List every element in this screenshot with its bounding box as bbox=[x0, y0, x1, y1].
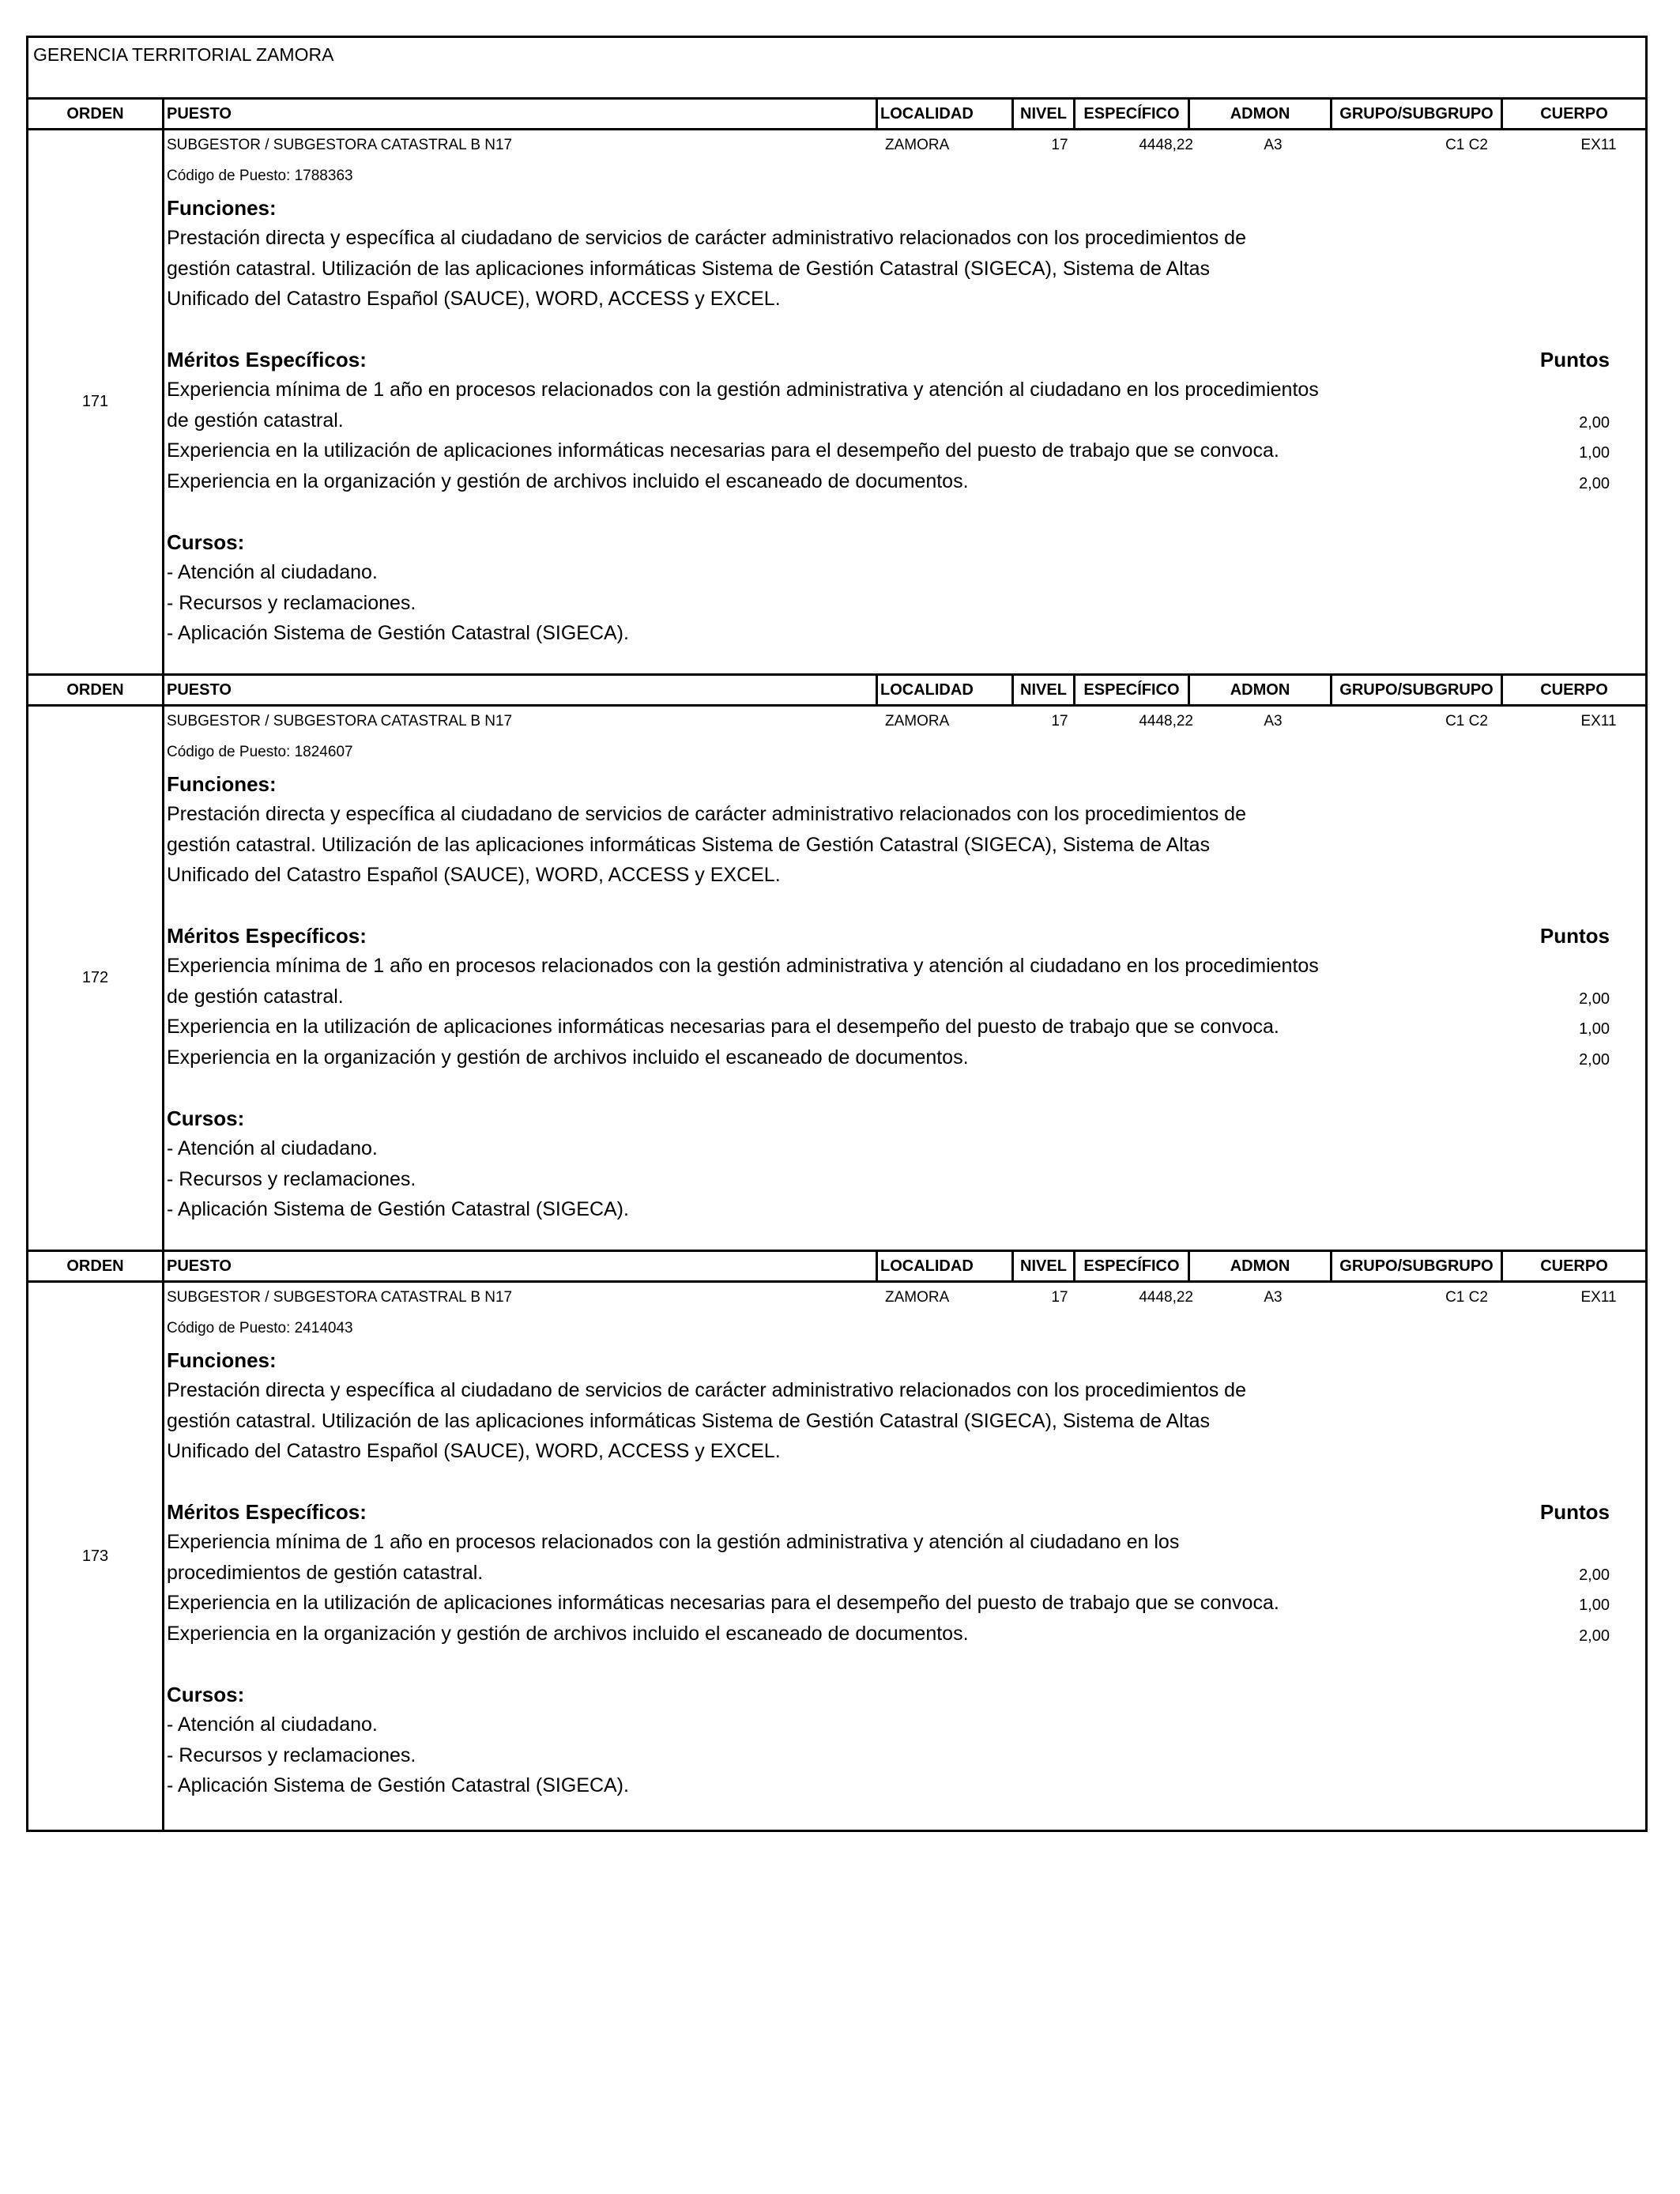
funciones-line: Prestación directa y específica al ciudadano de servicios de carácter administrativo relacionados con los procedimientos de bbox=[167, 227, 1246, 249]
field-localidad: ZAMORA bbox=[885, 1289, 950, 1306]
meritos-section bbox=[167, 1497, 1641, 1649]
merito-text: Experiencia en la utilización de aplicaciones informáticas necesarias para el desempeño del puesto de trabajo que se convoca. bbox=[167, 1016, 1279, 1038]
orden-number: 172 bbox=[28, 707, 164, 1250]
merito-row bbox=[167, 951, 1641, 982]
merito-text: Experiencia en la utilización de aplicaciones informáticas necesarias para el desempeño del puesto de trabajo que se convoca. bbox=[167, 1592, 1279, 1614]
field-admon: A3 bbox=[1264, 1289, 1283, 1306]
meritos-header bbox=[167, 921, 1641, 951]
funciones-section bbox=[167, 193, 1246, 315]
table-header-row bbox=[28, 676, 1645, 707]
table-header-row bbox=[28, 1252, 1645, 1283]
curso-item: - Recursos y reclamaciones. bbox=[167, 1744, 416, 1766]
meritos-label: Méritos Específicos: bbox=[167, 924, 367, 948]
funciones-line: Prestación directa y específica al ciudadano de servicios de carácter administrativo relacionados con los procedimientos de bbox=[167, 1379, 1246, 1401]
record-data-row bbox=[164, 1289, 1645, 1310]
field-cuerpo: EX11 bbox=[1580, 1289, 1617, 1306]
job-code: Código de Puesto: 2414043 bbox=[167, 1320, 353, 1336]
merito-points: 2,00 bbox=[1579, 990, 1610, 1008]
meritos-header bbox=[167, 1497, 1641, 1527]
field-especifico: 4448,22 bbox=[1139, 137, 1193, 153]
header-cuerpo: CUERPO bbox=[1540, 1257, 1608, 1275]
curso-item: - Recursos y reclamaciones. bbox=[167, 591, 416, 614]
header-grupo: GRUPO/SUBGRUPO bbox=[1332, 676, 1503, 704]
header-cuerpo: CUERPO bbox=[1540, 680, 1608, 699]
merito-row bbox=[167, 1588, 1641, 1619]
field-puesto: SUBGESTOR / SUBGESTORA CATASTRAL B N17 bbox=[167, 713, 513, 729]
cursos-label: Cursos: bbox=[167, 1106, 245, 1130]
merito-points: 2,00 bbox=[1579, 1050, 1610, 1069]
field-admon: A3 bbox=[1264, 137, 1283, 153]
header-orden: ORDEN bbox=[28, 100, 164, 128]
puntos-label: Puntos bbox=[1539, 924, 1610, 948]
merito-row bbox=[167, 982, 1641, 1012]
funciones-line: gestión catastral. Utilización de las aplicaciones informáticas Sistema de Gestión Catastral (SIGECA), Sistema de Altas bbox=[167, 833, 1211, 856]
record-body bbox=[164, 707, 1645, 1250]
header-especifico: ESPECÍFICO bbox=[1075, 1252, 1190, 1280]
cursos-label: Cursos: bbox=[167, 530, 245, 554]
field-especifico: 4448,22 bbox=[1139, 713, 1193, 729]
merito-text: Experiencia mínima de 1 año en procesos relacionados con la gestión administrativa y atención al ciudadano en los procedimientos bbox=[167, 379, 1319, 401]
header-orden: ORDEN bbox=[28, 676, 164, 704]
job-code: Código de Puesto: 1824607 bbox=[167, 744, 353, 760]
merito-row bbox=[167, 1527, 1641, 1558]
field-grupo: C1 C2 bbox=[1445, 713, 1488, 729]
header-puesto: PUESTO bbox=[164, 1252, 878, 1280]
funciones-section bbox=[167, 1345, 1246, 1467]
table-row bbox=[28, 130, 1645, 676]
page-title: GERENCIA TERRITORIAL ZAMORA bbox=[28, 38, 1645, 100]
merito-text: de gestión catastral. bbox=[167, 985, 344, 1008]
header-admon: ADMON bbox=[1190, 100, 1332, 128]
merito-text: Experiencia en la organización y gestión de archivos incluido el escaneado de documentos. bbox=[167, 469, 969, 492]
header-localidad: LOCALIDAD bbox=[878, 1252, 1014, 1280]
field-localidad: ZAMORA bbox=[885, 137, 950, 153]
header-nivel: NIVEL bbox=[1014, 100, 1075, 128]
merito-points: 1,00 bbox=[1579, 1020, 1610, 1038]
merito-text: de gestión catastral. bbox=[167, 409, 344, 432]
merito-row bbox=[167, 1619, 1641, 1649]
header-grupo: GRUPO/SUBGRUPO bbox=[1332, 100, 1503, 128]
header-nivel: NIVEL bbox=[1014, 1252, 1075, 1280]
records-container bbox=[28, 100, 1645, 1830]
field-nivel: 17 bbox=[1051, 713, 1068, 729]
meritos-header bbox=[167, 345, 1641, 375]
cursos-section bbox=[167, 1103, 629, 1225]
merito-row bbox=[167, 1012, 1641, 1042]
table-row bbox=[28, 1283, 1645, 1830]
header-puesto: PUESTO bbox=[164, 100, 878, 128]
orden-number: 173 bbox=[28, 1283, 164, 1830]
curso-item: - Aplicación Sistema de Gestión Catastral (SIGECA). bbox=[167, 1198, 629, 1220]
header-admon: ADMON bbox=[1190, 676, 1332, 704]
header-cuerpo: CUERPO bbox=[1540, 104, 1608, 123]
field-admon: A3 bbox=[1264, 713, 1283, 729]
record-data-row bbox=[164, 713, 1645, 733]
header-especifico: ESPECÍFICO bbox=[1075, 100, 1190, 128]
curso-item: - Atención al ciudadano. bbox=[167, 561, 378, 583]
job-listing-sheet bbox=[26, 36, 1648, 1832]
merito-row bbox=[167, 1558, 1641, 1589]
merito-text: procedimientos de gestión catastral. bbox=[167, 1561, 484, 1584]
record-data-row bbox=[164, 137, 1645, 157]
cursos-section bbox=[167, 1679, 629, 1801]
header-localidad: LOCALIDAD bbox=[878, 676, 1014, 704]
funciones-label: Funciones: bbox=[167, 196, 277, 220]
curso-item: - Atención al ciudadano. bbox=[167, 1137, 378, 1159]
header-nivel: NIVEL bbox=[1014, 676, 1075, 704]
record-body bbox=[164, 1283, 1645, 1830]
merito-points: 2,00 bbox=[1579, 474, 1610, 492]
curso-item: - Aplicación Sistema de Gestión Catastral (SIGECA). bbox=[167, 1774, 629, 1796]
curso-item: - Atención al ciudadano. bbox=[167, 1713, 378, 1736]
header-orden: ORDEN bbox=[28, 1252, 164, 1280]
merito-row bbox=[167, 466, 1641, 497]
header-admon: ADMON bbox=[1190, 1252, 1332, 1280]
field-nivel: 17 bbox=[1051, 137, 1068, 153]
funciones-line: Prestación directa y específica al ciudadano de servicios de carácter administrativo relacionados con los procedimientos de bbox=[167, 803, 1246, 825]
funciones-label: Funciones: bbox=[167, 772, 277, 796]
merito-text: Experiencia en la utilización de aplicaciones informáticas necesarias para el desempeño del puesto de trabajo que se convoca. bbox=[167, 439, 1279, 462]
table-row bbox=[28, 707, 1645, 1252]
field-cuerpo: EX11 bbox=[1580, 137, 1617, 153]
meritos-label: Méritos Específicos: bbox=[167, 348, 367, 371]
field-localidad: ZAMORA bbox=[885, 713, 950, 729]
field-puesto: SUBGESTOR / SUBGESTORA CATASTRAL B N17 bbox=[167, 137, 513, 153]
merito-points: 1,00 bbox=[1579, 1596, 1610, 1614]
meritos-section bbox=[167, 345, 1641, 496]
field-grupo: C1 C2 bbox=[1445, 137, 1488, 153]
cursos-label: Cursos: bbox=[167, 1683, 245, 1706]
funciones-line: gestión catastral. Utilización de las aplicaciones informáticas Sistema de Gestión Catastral (SIGECA), Sistema de Altas bbox=[167, 1409, 1211, 1432]
field-puesto: SUBGESTOR / SUBGESTORA CATASTRAL B N17 bbox=[167, 1289, 513, 1306]
merito-points: 2,00 bbox=[1579, 413, 1610, 432]
header-localidad: LOCALIDAD bbox=[878, 100, 1014, 128]
curso-item: - Recursos y reclamaciones. bbox=[167, 1167, 416, 1190]
curso-item: - Aplicación Sistema de Gestión Catastral (SIGECA). bbox=[167, 622, 629, 644]
meritos-label: Méritos Específicos: bbox=[167, 1500, 367, 1524]
funciones-line: Unificado del Catastro Español (SAUCE), WORD, ACCESS y EXCEL. bbox=[167, 864, 781, 886]
puntos-label: Puntos bbox=[1539, 348, 1610, 371]
funciones-line: Unificado del Catastro Español (SAUCE), WORD, ACCESS y EXCEL. bbox=[167, 288, 781, 310]
merito-row bbox=[167, 375, 1641, 405]
field-grupo: C1 C2 bbox=[1445, 1289, 1488, 1306]
puntos-label: Puntos bbox=[1539, 1500, 1610, 1524]
funciones-section bbox=[167, 769, 1246, 891]
record-body bbox=[164, 130, 1645, 673]
merito-text: Experiencia mínima de 1 año en procesos relacionados con la gestión administrativa y atención al ciudadano en los bbox=[167, 1531, 1180, 1553]
merito-text: Experiencia en la organización y gestión de archivos incluido el escaneado de documentos. bbox=[167, 1622, 969, 1645]
header-grupo: GRUPO/SUBGRUPO bbox=[1332, 1252, 1503, 1280]
funciones-line: Unificado del Catastro Español (SAUCE), WORD, ACCESS y EXCEL. bbox=[167, 1440, 781, 1462]
cursos-section bbox=[167, 527, 629, 649]
job-code: Código de Puesto: 1788363 bbox=[167, 168, 353, 184]
merito-row bbox=[167, 1042, 1641, 1073]
merito-row bbox=[167, 435, 1641, 466]
table-header-row bbox=[28, 100, 1645, 130]
funciones-line: gestión catastral. Utilización de las aplicaciones informáticas Sistema de Gestión Catastral (SIGECA), Sistema de Altas bbox=[167, 257, 1211, 280]
merito-points: 1,00 bbox=[1579, 444, 1610, 462]
field-nivel: 17 bbox=[1051, 1289, 1068, 1306]
meritos-section bbox=[167, 921, 1641, 1072]
field-cuerpo: EX11 bbox=[1580, 713, 1617, 729]
merito-text: Experiencia mínima de 1 año en procesos relacionados con la gestión administrativa y atención al ciudadano en los procedimientos bbox=[167, 955, 1319, 977]
merito-points: 2,00 bbox=[1579, 1566, 1610, 1584]
field-especifico: 4448,22 bbox=[1139, 1289, 1193, 1306]
merito-row bbox=[167, 405, 1641, 436]
merito-text: Experiencia en la organización y gestión de archivos incluido el escaneado de documentos. bbox=[167, 1046, 969, 1069]
orden-number: 171 bbox=[28, 130, 164, 673]
header-puesto: PUESTO bbox=[164, 676, 878, 704]
funciones-label: Funciones: bbox=[167, 1348, 277, 1372]
merito-points: 2,00 bbox=[1579, 1627, 1610, 1645]
header-especifico: ESPECÍFICO bbox=[1075, 676, 1190, 704]
